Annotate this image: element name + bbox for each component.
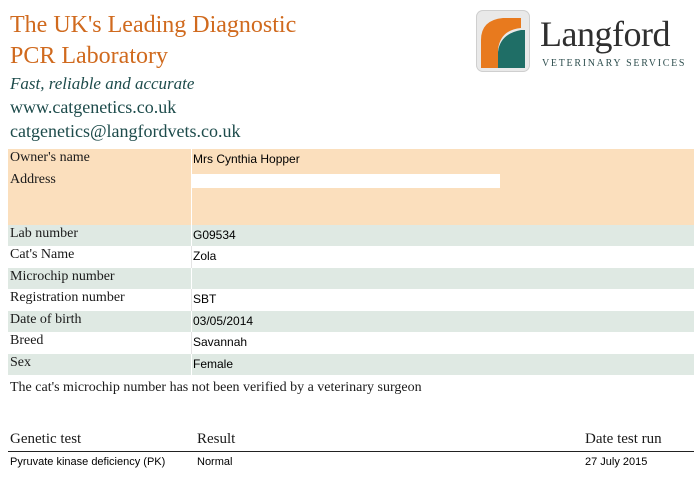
- row-sex: [8, 354, 694, 376]
- cat-details-table: [8, 149, 694, 375]
- header-date-test-run: Date test run: [585, 431, 662, 447]
- header-result: Result: [197, 431, 236, 447]
- microchip-verification-note: The cat's microchip number has not been verified by a veterinary surgeon: [10, 380, 422, 395]
- value-date-of-birth: 03/05/2014: [193, 313, 254, 328]
- row-owner-name: [8, 149, 694, 171]
- label-date-of-birth: Date of birth: [10, 311, 82, 327]
- column-divider: [191, 268, 192, 290]
- row-lab-number: [8, 225, 694, 247]
- label-lab-number: Lab number: [10, 225, 79, 241]
- column-divider: [191, 311, 192, 333]
- label-sex: Sex: [10, 354, 31, 370]
- email-link[interactable]: catgenetics@langfordvets.co.uk: [10, 121, 241, 141]
- logo-name: Langford: [540, 14, 670, 54]
- label-breed: Breed: [10, 333, 44, 348]
- title-line-1: The UK's Leading Diagnostic: [10, 12, 297, 38]
- logo-subtitle: VETERINARY SERVICES: [542, 58, 687, 69]
- label-address: Address: [10, 171, 56, 187]
- tagline: Fast, reliable and accurate: [10, 74, 195, 93]
- page-title: [10, 10, 296, 72]
- langford-logo-icon: [476, 10, 530, 72]
- table-row: [0, 456, 700, 472]
- cell-date-test-run: 27 July 2015: [585, 456, 648, 468]
- value-breed: Savannah: [193, 335, 248, 349]
- label-cats-name: Cat's Name: [10, 247, 75, 262]
- value-lab-number: G09534: [193, 227, 236, 242]
- cell-genetic-test: Pyruvate kinase deficiency (PK): [10, 456, 166, 468]
- column-divider: [191, 289, 192, 311]
- label-microchip-number: Microchip number: [10, 268, 115, 284]
- results-divider: [8, 451, 694, 452]
- cell-result: Normal: [197, 456, 233, 468]
- value-registration-number: SBT: [193, 292, 217, 306]
- header-genetic-test: Genetic test: [10, 431, 82, 447]
- column-divider: [191, 246, 192, 268]
- column-divider: [191, 149, 192, 171]
- label-registration-number: Registration number: [10, 290, 125, 305]
- row-microchip-number: [8, 268, 694, 290]
- label-owner-name: Owner's name: [10, 150, 90, 165]
- row-registration-number: [8, 289, 694, 311]
- value-sex: Female: [193, 356, 234, 371]
- row-date-of-birth: [8, 311, 694, 333]
- column-divider: [191, 354, 192, 376]
- value-owner-name: Mrs Cynthia Hopper: [193, 152, 300, 166]
- column-divider: [191, 332, 192, 354]
- website-link[interactable]: www.catgenetics.co.uk: [10, 97, 177, 117]
- address-redaction-box: [192, 174, 500, 188]
- title-line-2: PCR Laboratory: [10, 43, 168, 69]
- value-cats-name: Zola: [193, 249, 217, 263]
- row-address: [8, 171, 694, 225]
- langford-logo: [476, 10, 691, 76]
- row-breed: [8, 332, 694, 354]
- row-cats-name: [8, 246, 694, 268]
- results-table-header: [0, 431, 700, 451]
- column-divider: [191, 225, 192, 247]
